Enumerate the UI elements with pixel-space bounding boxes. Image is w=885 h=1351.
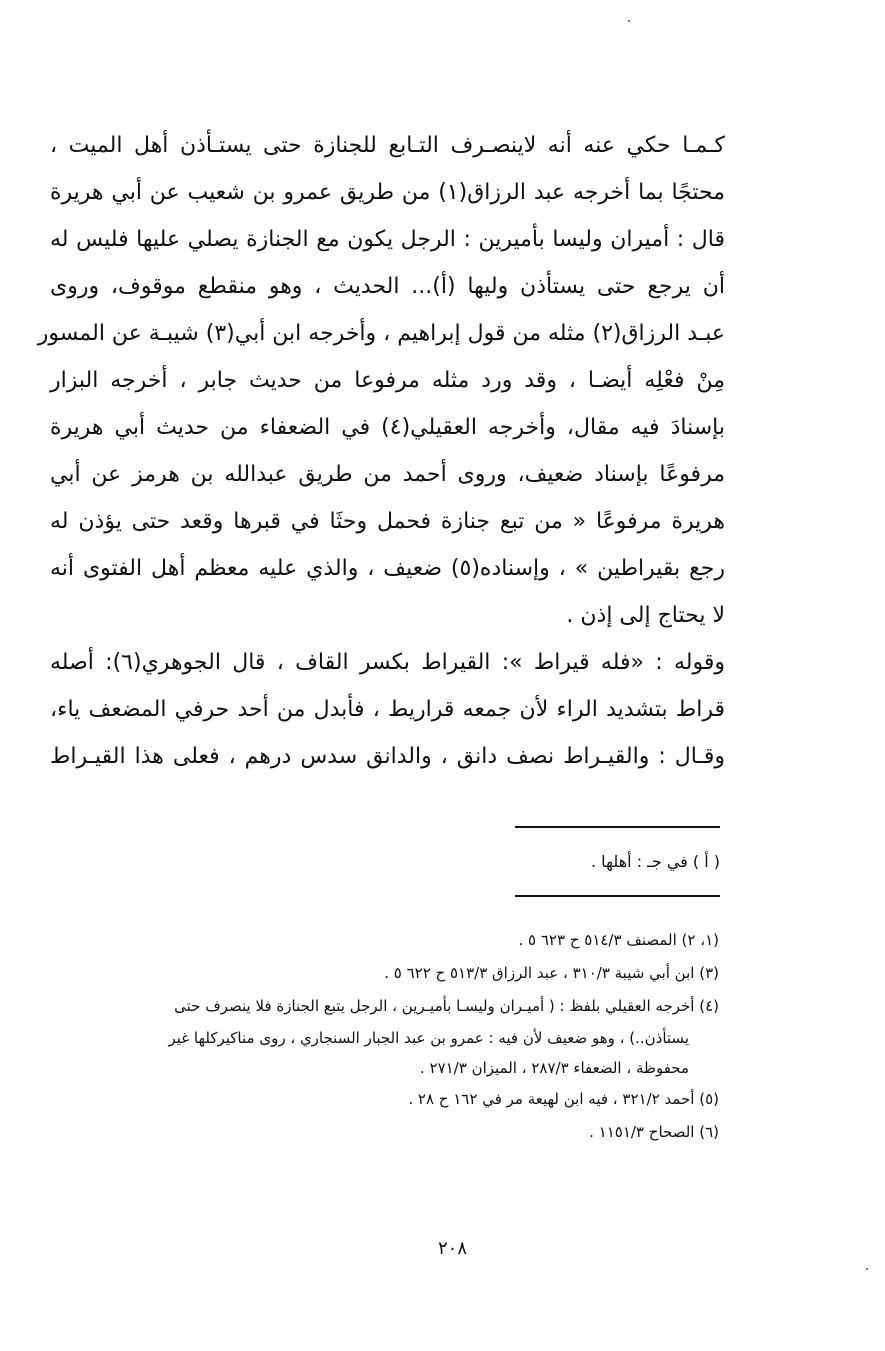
page-number: ٢٠٨ (437, 1238, 467, 1259)
main-text-line: وقـال : والقيـراط نصف دانق ، والدانق سدس درهم ، فعلى هذا القيـراط (50, 744, 725, 769)
main-text-line: عبـد الرزاق(٢) مثله من قول إبراهيم ، وأخرجه ابن أبي(٣) شيبـة عن المسور (37, 321, 725, 346)
main-text-line: لا يحتاج إلى إذن . (566, 603, 725, 628)
main-text-line: قال : أميران وليسا بأميرين : الرجل يكون مع الجنازة يصلي عليها فليس له (50, 227, 725, 252)
footnote-line: (١، ٢) المصنف ٥١٤/٣ ح ٦٢٣ ٥ . (518, 931, 719, 949)
main-text-line: مرفوعًا بإسناد ضعيف، وروى أحمد من طريق عبدالله بن هرمز عن أبي (50, 462, 725, 487)
footnote-manuscript-variant: ( أ ) في جـ : أهلها . (591, 852, 720, 871)
footnote-divider (515, 895, 720, 897)
main-text-line: محتجًا بما أخرجه عبد الرزاق(١) من طريق عمرو بن شعيب عن أبي هريرة (50, 180, 726, 205)
main-text-line: وقوله : «فله قيراط »: القيراط بكسر القاف ، قال الجوهري(٦): أصله (50, 650, 725, 675)
scan-speck (628, 20, 630, 22)
footnote-line: (٣) ابن أبي شيبة ٣١٠/٣ ، عبد الرزاق ٥١٣/٣ ح ٦٢٢ ٥ . (384, 964, 719, 982)
footnote-line: (٤) أخرجه العقيلي بلفظ : ( أميـران وليسـا بأميـرين ، الرجل يتبع الجنازة فلا ينصرف حتى (174, 997, 719, 1015)
footnote-line: (٦) الصحاح ١١٥١/٣ . (589, 1123, 719, 1141)
main-text-line: مِنْ فعْلِه أيضـا ، وقد ورد مثله مرفوعا من حديث جابر ، أخرجه البزار (50, 368, 725, 393)
main-text-line: أن يرجع حتى يستأذن وليها (أ)... الحديث ، وهو منقطع موقوف، وروى (50, 274, 725, 299)
main-text-line: قراط بتشديد الراء لأن جمعه قراريط ، فأبدل من أحد حرفي المضعف ياء، (50, 697, 725, 722)
footnotes-block (41, 924, 719, 1149)
footnote-divider (515, 826, 720, 828)
main-text-line: رجع بقيراطين » ، وإسناده(٥) ضعيف ، والذي عليه معظم أهل الفتوى أنه (50, 556, 725, 581)
footnote-line: محفوظة ، الضعفاء ٢٨٧/٣ ، الميزان ٢٧١/٣ . (419, 1059, 689, 1077)
main-text-block (37, 122, 726, 780)
footnote-line: يستأذن..) ، وهو ضعيف لأن فيه : عمرو بن عبد الجبار السنجاري ، روى مناكيركلها غير (168, 1029, 689, 1047)
main-text-line: كـمـا حكي عنه أنه لاينصـرف التـابع للجنازة حتى يستـأذن أهل الميت ، (50, 133, 725, 158)
main-text-line: بإسنادَ فيه مقال، وأخرجه العقيلي(٤) في الضعفاء من حديث أبي هريرة (50, 415, 725, 440)
main-text-line: هريرة مرفوعًا « من تبع جنازة فحمل وحثَا في قبرها وقعد حتى يؤذن له (50, 509, 725, 534)
scan-speck (866, 1268, 868, 1270)
footnote-line: (٥) أحمد ٣٢١/٢ ، فيه ابن لهيعة مر في ١٦٢ ح ٢٨ . (408, 1090, 719, 1108)
